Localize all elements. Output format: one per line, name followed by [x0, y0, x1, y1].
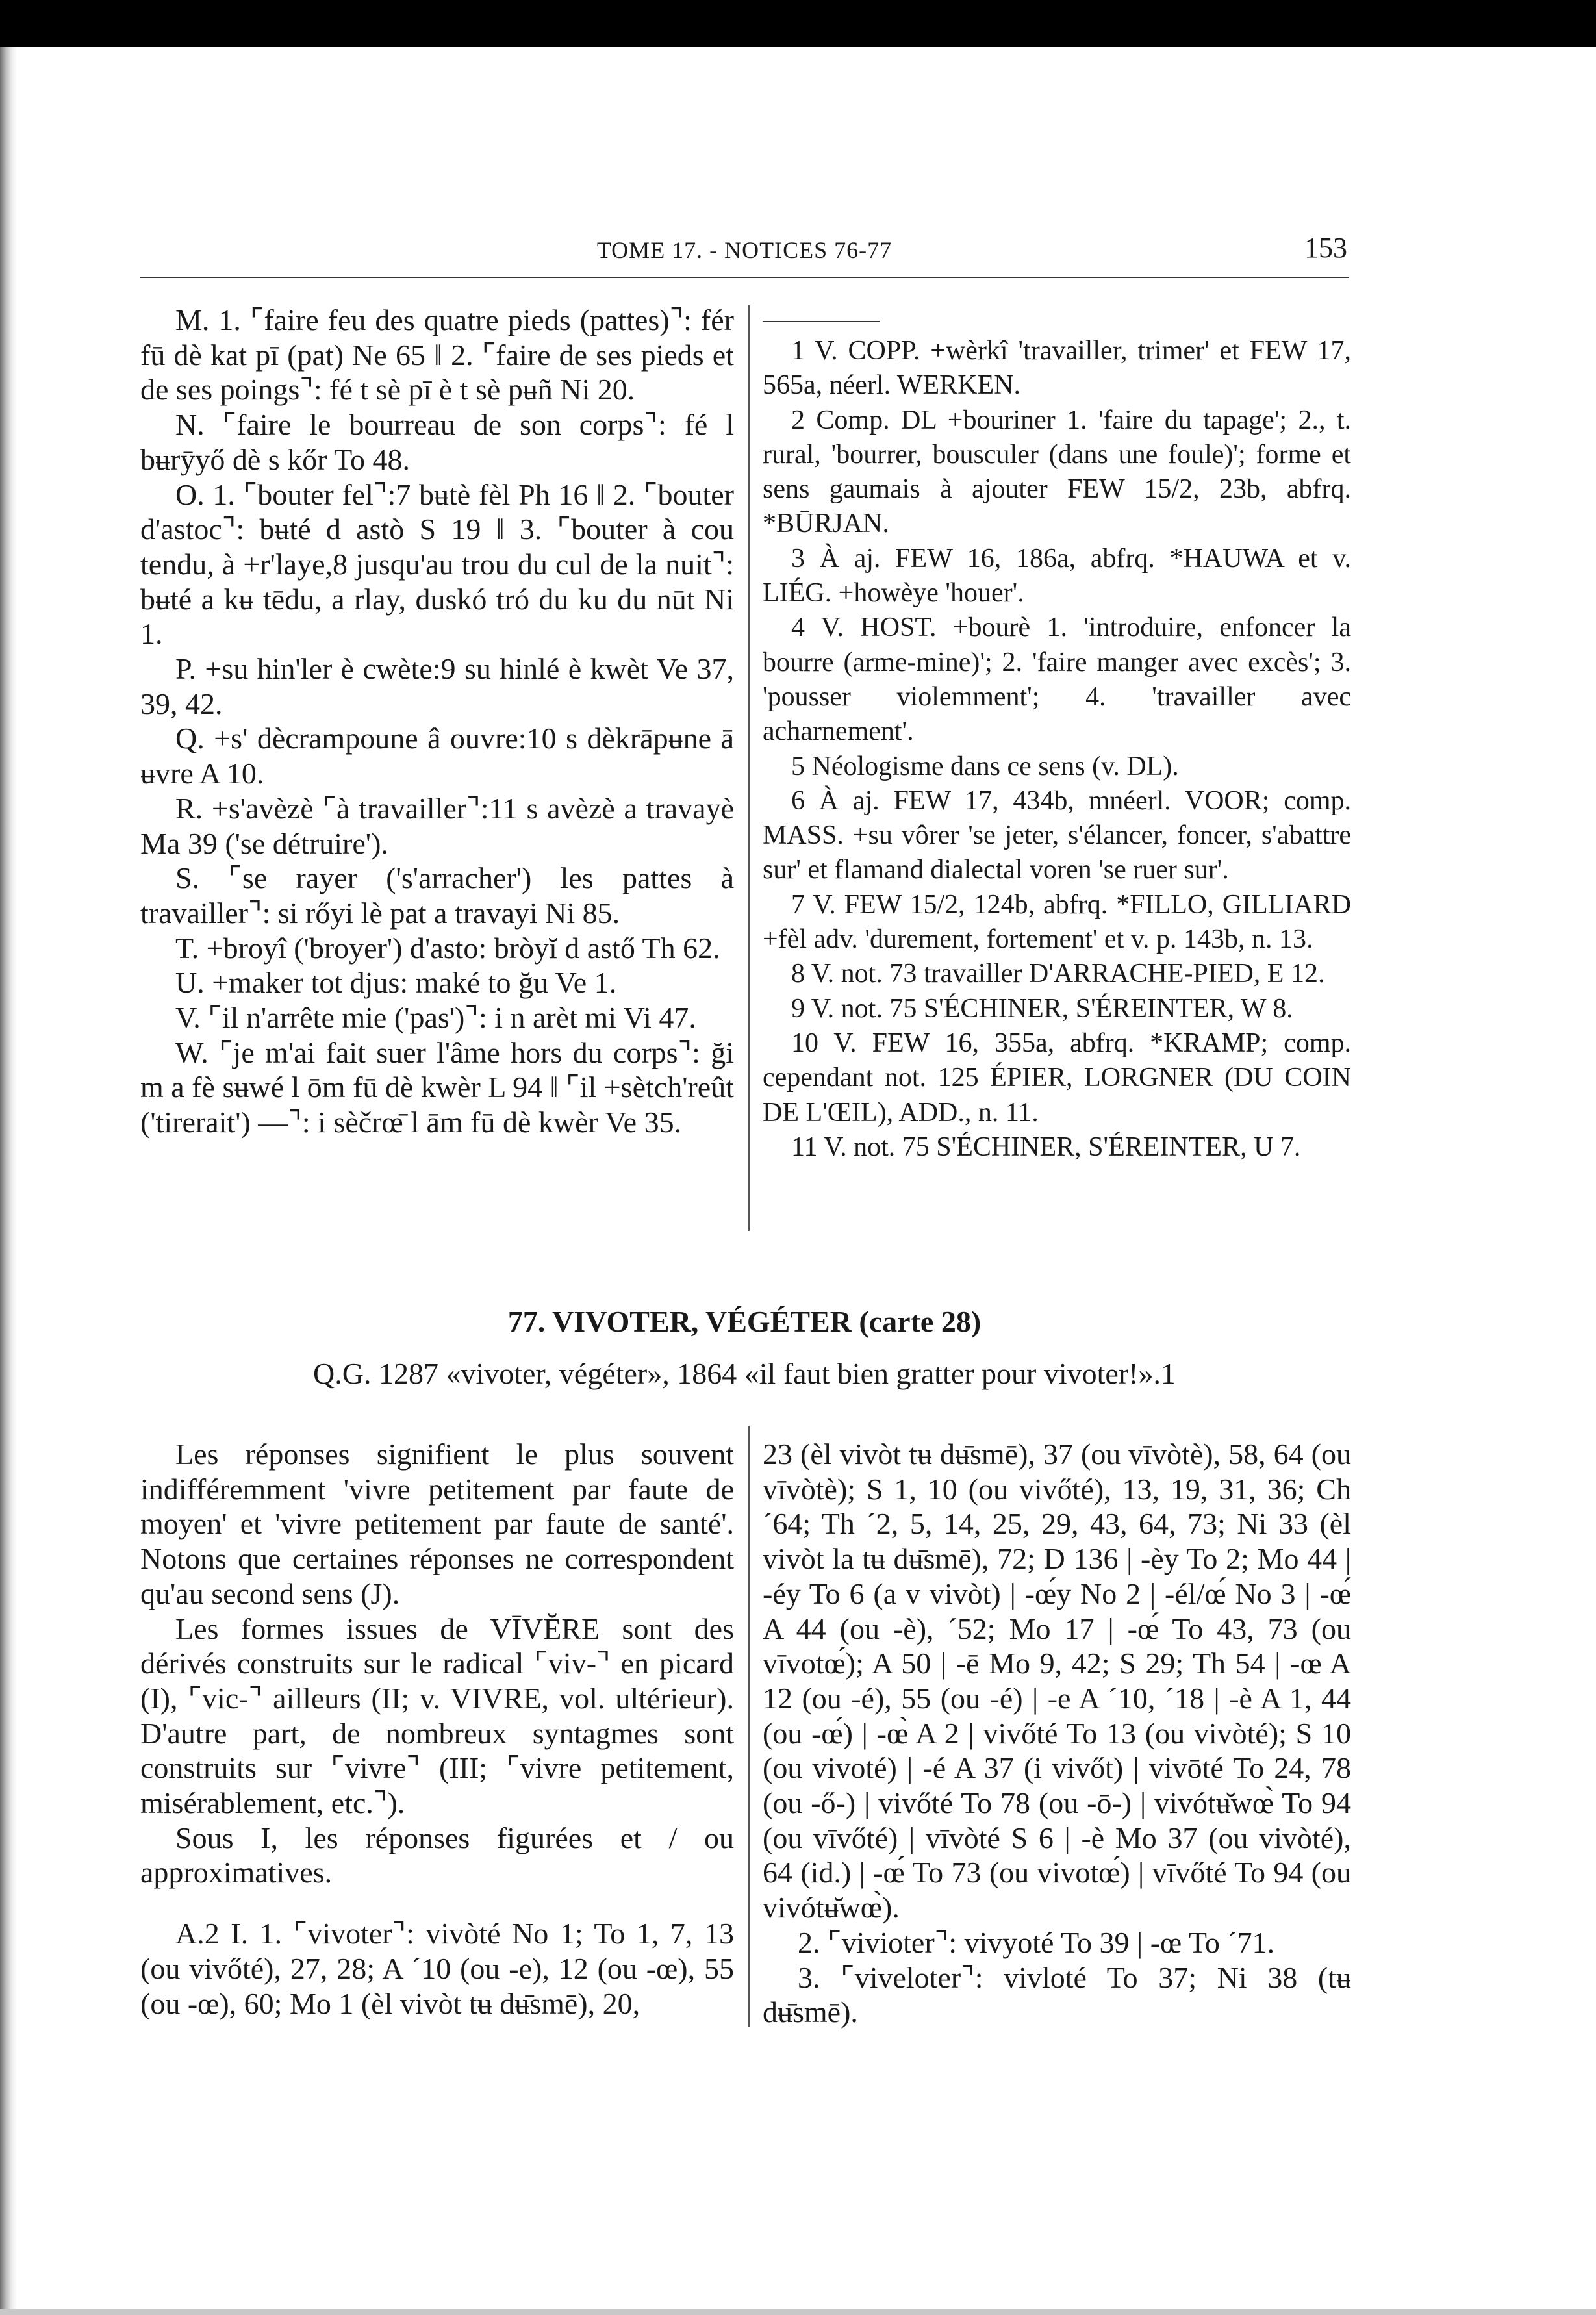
footnote-rule — [763, 321, 880, 322]
paragraph-t: T. +broyî ('broyer') d'asto: bròyĭ d astő Th 62. — [175, 931, 720, 965]
right-column-body — [763, 1437, 1351, 2030]
scan-top-border — [0, 0, 1596, 47]
entry-3-viveloter: 3. ⌜viveloter⌝: vivloté To 37; Ni 38 (tʉ dʉ̄smē). — [763, 1960, 1351, 2029]
paragraph-q: Q. +s' dècrampoune â ouvre:10 s dèkrāpʉne ā ʉvre A 10. — [140, 722, 734, 791]
footnote-5: 5 Néologisme dans ce sens (v. DL). — [791, 751, 1179, 781]
paragraph-n: N. ⌜faire le bourreau de son corps⌝: fé l bʉrȳyő dè s kőr To 48. — [140, 408, 734, 476]
intro-paragraph-3: Sous I, les réponses figurées et / ou approximatives. — [140, 1821, 734, 1890]
intro-paragraph-1: Les réponses signifient le plus souvent indifféremment 'vivre petitement par faute de moyen' et 'vivre petitement par faute de santé'. Notons que certaines réponses ne correspondent qu'au second sens (J). — [140, 1437, 734, 1610]
paragraph-s: S. ⌜se rayer ('s'arracher') les pattes à travailler⌝: si rőyi lè pat a travayi Ni 85. — [140, 861, 734, 930]
scan-left-edge — [0, 47, 17, 2315]
paragraph-m: M. 1. ⌜faire feu des quatre pieds (pattes)⌝: fér fū dè kat pī (pat) Ne 65 ‖ 2. ⌜faire de ses pieds et de ses poings⌝: fé t sè pī è t sè pʉñ Ni 20. — [140, 303, 734, 407]
paragraph-v: V. ⌜il n'arrête mie ('pas')⌝: i n arèt mi Vi 47. — [175, 1001, 696, 1035]
footnotes-column — [763, 312, 1351, 1165]
paragraph-p: P. +su hin'ler è cwète:9 su hinlé è kwèt Ve 37, 39, 42. — [140, 652, 734, 720]
footnote-6: 6 À aj. FEW 17, 434b, mnéerl. VOOR; comp. MASS. +su vôrer 'se jeter, s'élancer, foncer, s'abattre sur' et flamand dialectal voren 'se ruer sur'. — [763, 785, 1351, 885]
footnote-2: 2 Comp. DL +bouriner 1. 'faire du tapage'; 2., t. rural, 'bourrer, bousculer (dans une foule)'; forme et sens gaumais à ajouter FEW 15/2, 23b, abfrq. *BŪRJAN. — [763, 405, 1351, 539]
footnote-11: 11 V. not. 75 S'ÉCHINER, S'ÉREINTER, U 7. — [791, 1132, 1301, 1162]
page-number: 153 — [1304, 232, 1347, 264]
paragraph-u: U. +maker tot djus: maké to ğu Ve 1. — [175, 966, 617, 1000]
entry-2-vivioter: 2. ⌜vivioter⌝: vivyoté To 39 | -œ To ´71. — [798, 1925, 1275, 1959]
left-column-body — [140, 1437, 734, 2021]
scan-bottom-edge — [0, 2309, 1596, 2315]
paragraph-gap — [140, 1890, 734, 1916]
column-divider — [748, 1426, 750, 2027]
entry-a-paragraph: A.2 I. 1. ⌜vivoter⌝: vivòté No 1; To 1, 7, 13 (ou vivőté), 27, 28; A ´10 (ou -e), 12 (ou -œ), 55 (ou -œ), 60; Mo 1 (èl vivòt tʉ dʉ̄smē), 20, — [140, 1917, 734, 2020]
intro-paragraph-2: Les formes issues de VĪVĔRE sont des dérivés construits sur le radical ⌜viv-⌝ en picard (I), ⌜vic-⌝ ailleurs (II; v. VIVRE, vol. ultérieur). D'autre part, de nombreux syntagmes sont construits sur ⌜vivre⌝ (III; ⌜vivre petitement, misérablement, etc.⌝). — [140, 1612, 734, 1820]
footnote-1: 1 V. COPP. +wèrkî 'travailler, trimer' et FEW 17, 565a, néerl. WERKEN. — [763, 336, 1351, 401]
entry-a-continuation: 23 (èl vivòt tʉ dʉ̄smē), 37 (ou vīvòtè), 58, 64 (ou vīvòtè); S 1, 10 (ou vivőté), 13, 19, 31, 36; Ch ´64; Th ´2, 5, 14, 25, 29, 43, 64, 73; Ni 33 (èl vivòt la tʉ dʉ̄smē), 72; D 136 | -èy To 2; Mo 44 | -éy To 6 (a v vivòt) | -œ́y No 2 | -él/œ́ No 3 | -œ́ A 44 (ou -è), ´52; Mo 17 | -œ́ To 43, 73 (ou vīvotœ́); A 50 | -ē Mo 9, 42; S 29; Th 54 | -œ A 12 (ou -é), 55 (ou -é) | -e A ´10, ´18 | -è A 1, 44 (ou -œ́) | -œ̀ A 2 | vivőté To 13 (ou vivòté); S 10 (ou vivoté) | -é A 37 (i vivőt) | vivōté To 24, 78 (ou -ő-) | vivőté To 78 (ou -ō-) | vivótʉ̆wœ̀ To 94 (ou vīvőté) | vīvòté S 6 | -è Mo 37 (ou vivòté), 64 (id.) | -œ́ To 73 (ou vivotœ́) | vīvőté To 94 (ou vivótʉ̆wœ̀). — [763, 1437, 1351, 1925]
column-divider — [748, 305, 750, 1231]
footnote-9: 9 V. not. 75 S'ÉCHINER, S'ÉREINTER, W 8. — [791, 993, 1293, 1024]
footnote-3: 3 À aj. FEW 16, 186a, abfrq. *HAUWA et v. LIÉG. +howèye 'houer'. — [763, 543, 1351, 609]
footnote-10: 10 V. FEW 16, 355a, abfrq. *KRAMP; comp. cependant not. 125 ÉPIER, LORGNER (DU COIN DE L'ŒIL), ADD., n. 11. — [763, 1028, 1351, 1128]
footnote-8: 8 V. not. 73 travailler D'ARRACHE-PIED, E 12. — [791, 959, 1325, 989]
footnote-7: 7 V. FEW 15/2, 124b, abfrq. *FILLO, GILLIARD +fèl adv. 'durement, fortement' et v. p. 143b, n. 13. — [763, 889, 1351, 955]
paragraph-w: W. ⌜je m'ai fait suer l'âme hors du corps⌝: ği m a fè sʉwé l ōm fū dè kwèr L 94 ‖ ⌜il +sètch'reût ('tirerait') —⌝: i sèčrœ̄ l ām fū dè kwèr Ve 35. — [140, 1035, 734, 1139]
left-column-continuation — [140, 303, 734, 1140]
section-title: 77. VIVOTER, VÉGÉTER (carte 28) — [507, 1305, 982, 1338]
paragraph-r: R. +s'avèzè ⌜à travailler⌝:11 s avèzè a travayè Ma 39 ('se détruire'). — [140, 791, 734, 860]
section-subtitle: Q.G. 1287 «vivoter, végéter», 1864 «il faut bien gratter pour vivoter!».1 — [313, 1357, 1176, 1390]
footnote-4: 4 V. HOST. +bourè 1. 'introduire, enfoncer la bourre (arme-mine)'; 2. 'faire manger avec excès'; 3. 'pousser violemment'; 4. 'travailler avec acharnement'. — [763, 613, 1351, 747]
running-title: TOME 17. - NOTICES 76-77 — [596, 237, 893, 263]
running-head — [140, 231, 1349, 278]
paragraph-o: O. 1. ⌜bouter fel⌝:7 bʉtè fèl Ph 16 ‖ 2. ⌜bouter d'astoc⌝: bʉté d astò S 19 ‖ 3. ⌜bouter à cou tendu, à +r'laye,8 jusqu'au trou du cul de la nuit⌝: bʉté a kʉ tēdu, a rlay, duskó tró du ku du nūt Ni 1. — [140, 477, 734, 651]
